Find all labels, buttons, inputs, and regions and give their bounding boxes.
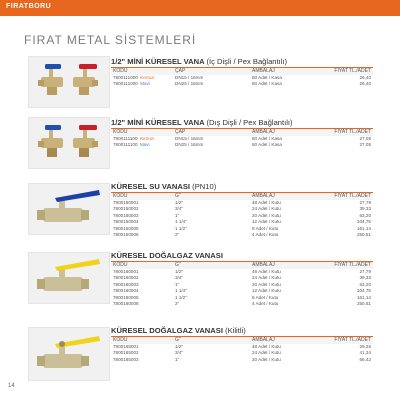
table-row: 7800160005 1 1/2" 8 Adet / Kutu 161,14 bbox=[113, 294, 371, 300]
section-title: KÜRESEL DOĞALGAZ VANASI (Kilitli) bbox=[111, 325, 373, 337]
table-header: KODU ÇAP AMBALAJ FİYAT TL./ADET bbox=[113, 68, 371, 74]
table-row: 7800111000 Kırmızı DN15 / 16mm 60 Adet / Kasa 26,40 bbox=[113, 75, 371, 80]
table-header: KODU G" AMBALAJ FİYAT TL./ADET bbox=[113, 262, 371, 268]
product-image bbox=[28, 183, 110, 235]
valve-pair-red-blue-icon bbox=[29, 118, 109, 168]
table-row: 7800160004 1 1/4" 12 Adet / Kutu 104,76 bbox=[113, 288, 371, 294]
page-title: FIRAT METAL SİSTEMLERİ bbox=[24, 33, 197, 47]
table-header: KODU G" AMBALAJ FİYAT TL./ADET bbox=[113, 193, 371, 199]
table-row: 7800150004 1 1/4" 12 Adet / Kutu 104,76 bbox=[113, 219, 371, 225]
table-row: 7800150006 2" 4 Adet / Kutu 250,51 bbox=[113, 231, 371, 237]
table-row: 7800160002 3/4" 24 Adet / Kutu 39,33 bbox=[113, 275, 371, 281]
product-image bbox=[28, 252, 110, 304]
table-row: 7800160001 1/2" 48 Adet / Kutu 27,79 bbox=[113, 269, 371, 274]
product-table bbox=[111, 56, 373, 88]
table-row: 7800165002 3/4" 24 Adet / Kutu 41,34 bbox=[113, 350, 371, 356]
table-row: 7800165001 1/2" 48 Adet / Kutu 29,25 bbox=[113, 344, 371, 349]
ball-valve-yellow-handle-icon bbox=[29, 253, 109, 303]
table-row: 7800150002 3/4" 24 Adet / Kutu 39,33 bbox=[113, 206, 371, 212]
table-header: KODU ÇAP AMBALAJ FİYAT TL./ADET bbox=[113, 129, 371, 135]
table-row: 7800150001 1/2" 48 Adet / Kutu 27,79 bbox=[113, 200, 371, 205]
table-row: 7800111000 Mavi DN25 / 16mm 60 Adet / Kasa 26,40 bbox=[113, 81, 371, 87]
product-table bbox=[111, 181, 373, 238]
product-table bbox=[111, 117, 373, 149]
table-row: 7800111100 Kırmızı DN15 / 16mm 60 Adet / Kasa 27,05 bbox=[113, 136, 371, 141]
section-title: 1/2" MİNİ KÜRESEL VANA (İç Dişli / Pex Bağlantılı) bbox=[111, 56, 373, 68]
table-row: 7800111100 Mavi DN25 / 16mm 60 Adet / Kasa 27,05 bbox=[113, 142, 371, 148]
product-table bbox=[111, 250, 373, 307]
valve-pair-red-blue-icon bbox=[29, 57, 109, 107]
table-row: 7800150005 1 1/2" 8 Adet / Kutu 161,14 bbox=[113, 225, 371, 231]
brand-logo: FIRATBORU bbox=[6, 3, 52, 10]
section-title: 1/2" MİNİ KÜRESEL VANA (Dış Dişli / Pex Bağlantılı) bbox=[111, 117, 373, 129]
table-row: 7800160003 1" 20 Adet / Kutu 63,20 bbox=[113, 281, 371, 287]
product-image bbox=[28, 117, 110, 169]
table-row: 7800165003 1" 20 Adet / Kutu 66,42 bbox=[113, 356, 371, 362]
table-row: 7800150003 1" 20 Adet / Kutu 63,20 bbox=[113, 212, 371, 218]
table-row: 7800160006 2" 4 Adet / Kutu 250,51 bbox=[113, 300, 371, 306]
section-title: KÜRESEL DOĞALGAZ VANASI bbox=[111, 250, 373, 262]
product-image bbox=[28, 56, 110, 108]
section-title: KÜRESEL SU VANASI (PN10) bbox=[111, 181, 373, 193]
ball-valve-locked-yellow-handle-icon bbox=[29, 328, 109, 380]
top-bar bbox=[0, 0, 400, 16]
table-header: KODU G" AMBALAJ FİYAT TL./ADET bbox=[113, 337, 371, 343]
page-number: 14 bbox=[8, 383, 15, 389]
product-table bbox=[111, 325, 373, 363]
ball-valve-blue-handle-icon bbox=[29, 184, 109, 234]
product-image bbox=[28, 327, 110, 381]
